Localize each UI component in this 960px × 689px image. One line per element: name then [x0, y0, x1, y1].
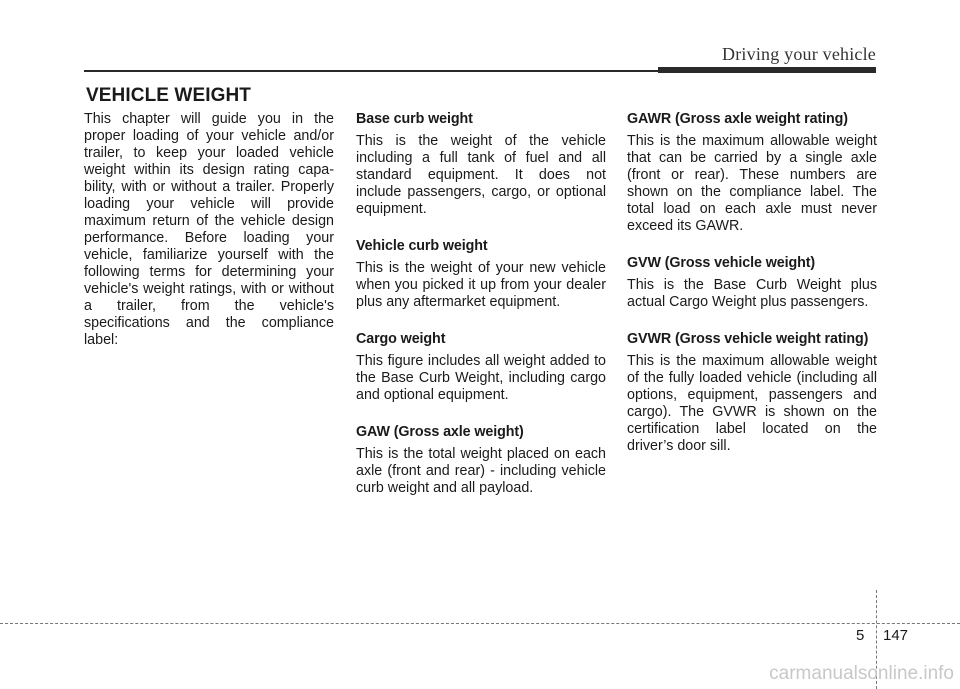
terms-column-right [627, 111, 877, 475]
chapter-title: Driving your vehicle [722, 44, 876, 64]
header-rule [84, 70, 658, 72]
term-heading: GVW (Gross vehicle weight) [627, 255, 816, 271]
term-body: This is the maximum allowable weight of the fully loaded vehicle (including all options, equipment, passengers and cargo). The GVWR is shown on the certification label located on the driver’s door sill. [627, 353, 877, 454]
term-gaw [356, 424, 606, 497]
term-heading: GAW (Gross axle weight) [356, 424, 524, 440]
term-heading: Cargo weight [356, 331, 446, 347]
intro-column [84, 111, 334, 349]
term-cargo-weight [356, 331, 606, 404]
term-body: This is the total weight placed on each axle (front and rear) - including vehicle curb weight and all payload. [356, 446, 606, 496]
term-body: This is the weight of your new vehicle when you picked it up from your dealer plus any aftermarket equipment. [356, 260, 606, 310]
term-gvwr [627, 331, 877, 455]
term-body: This is the Base Curb Weight plus actual Cargo Weight plus passengers. [627, 277, 877, 310]
term-base-curb-weight [356, 111, 606, 218]
footer-dashed-rule [0, 623, 960, 624]
page-number: 147 [883, 627, 909, 644]
watermark: carmanualsonline.info [769, 663, 954, 684]
term-heading: GVWR (Gross vehicle weight rating) [627, 331, 869, 347]
section-title: VEHICLE WEIGHT [86, 85, 252, 106]
term-body: This is the maximum allowable weight that can be carried by a single axle (front or rear). These numbers are shown on the compliance label. The total load on each axle must never exceed its GAWR. [627, 133, 877, 234]
term-body: This is the weight of the vehicle including a full tank of fuel and all standard equipment. It does not include passengers, cargo, or optional equipment. [356, 133, 606, 217]
section-number: 5 [856, 627, 865, 644]
term-heading: GAWR (Gross axle weight rating) [627, 111, 848, 127]
term-gawr [627, 111, 877, 235]
header-rule-accent [658, 67, 876, 73]
term-vehicle-curb-weight [356, 238, 606, 311]
intro-paragraph: This chapter will guide you in the proper loading of your vehicle and/or trailer, to keep your loaded vehicle weight within its design rating capability, with or without a trailer. Properly loading your vehicle will provide maximum return of the vehicle design performance. Before loading your vehicle, familiarize yourself with the following terms for determining your vehicle's weight ratings, with or without a trailer, from the vehicle's specifications and the compliance label: [84, 111, 334, 348]
terms-column-middle [356, 111, 606, 517]
term-gvw [627, 255, 877, 311]
term-heading: Base curb weight [356, 111, 473, 127]
term-heading: Vehicle curb weight [356, 238, 488, 254]
term-body: This figure includes all weight added to the Base Curb Weight, including cargo and optional equipment. [356, 353, 606, 403]
